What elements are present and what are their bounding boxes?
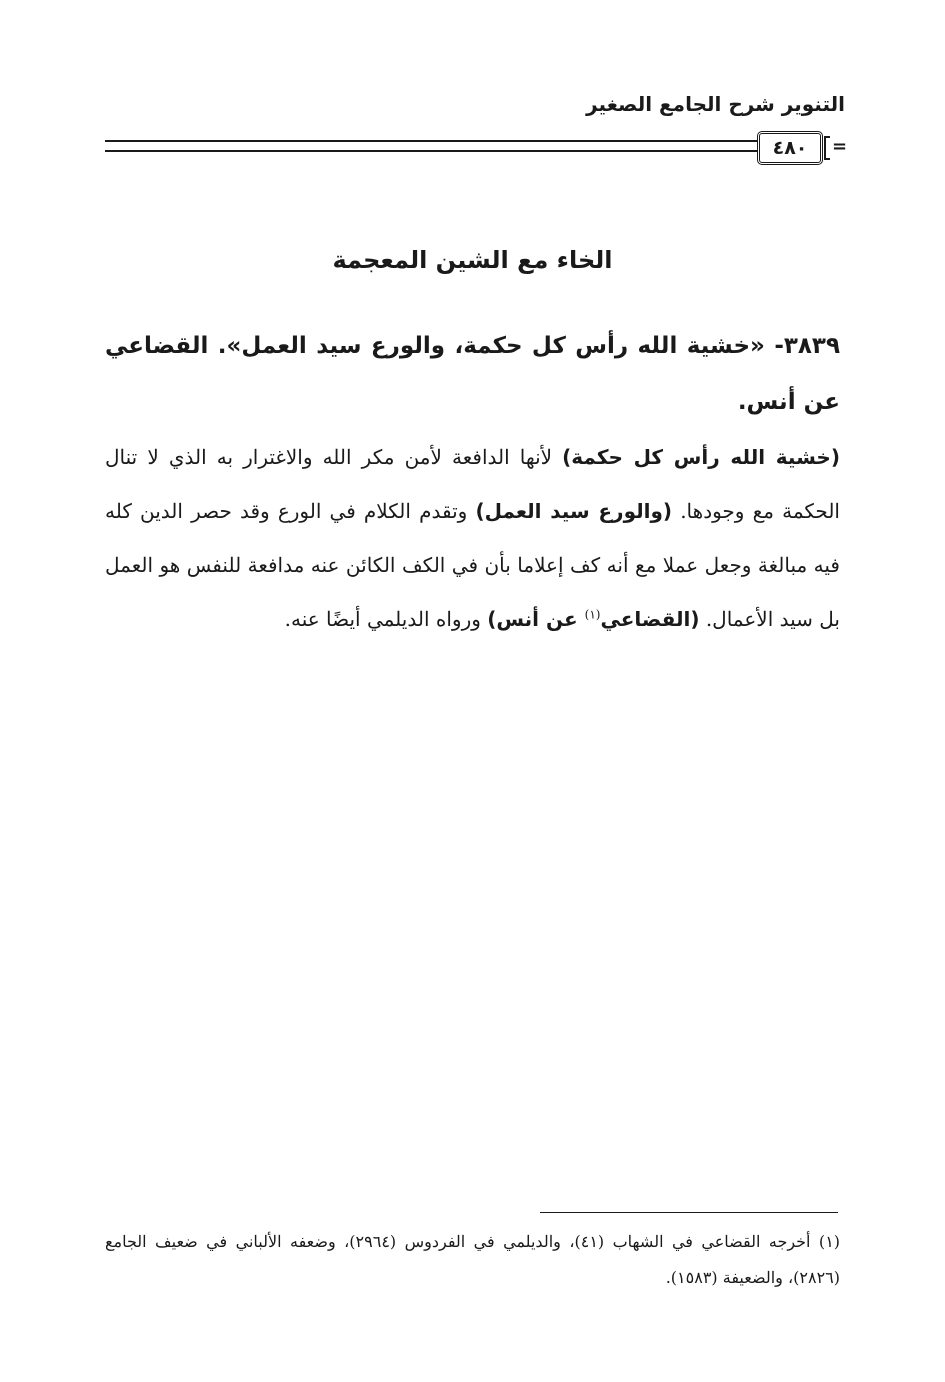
page-number: ٤٨٠ (757, 131, 823, 165)
commentary-text: لأنها الدافعة لأمن مكر الله والاغترار به الذي لا تنال الحكمة مع وجودها. (105, 445, 840, 523)
hadith-text: «خشية الله رأس كل حكمة، والورع سيد العمل». القضاعي عن أنس. (105, 333, 840, 415)
quoted-phrase: (القضاعي (600, 607, 700, 631)
quoted-phrase: (والورع سيد العمل) (475, 499, 673, 523)
quoted-phrase: عن أنس) (487, 607, 585, 631)
page-number-bracket (824, 136, 830, 160)
running-header-title: التنوير شرح الجامع الصغير (586, 92, 845, 116)
commentary-text: وتقدم الكلام في الورع وقد حصر الدين كله فيه مبالغة وجعل عملا مع أنه كف إعلاما بأن في الكف الكائن عنه مدافعة للنفس هو العمل بل سيد الأعمال. (105, 499, 840, 631)
header-ornament: = (832, 136, 848, 157)
commentary-paragraph (105, 430, 840, 646)
hadith-entry (105, 318, 840, 430)
section-heading: الخاء مع الشين المعجمة (332, 246, 613, 274)
main-text (105, 318, 840, 646)
hadith-number: ٣٨٣٩- (774, 333, 841, 359)
footnote-separator (540, 1212, 838, 1213)
footnote-reference[interactable]: (١) (584, 607, 601, 622)
commentary-text: ورواه الديلمي أيضًا عنه. (284, 607, 488, 631)
header-double-rule (105, 140, 757, 152)
footnote: (١) أخرجه القضاعي في الشهاب (٤١)، والديلمي في الفردوس (٢٩٦٤)، وضعفه الألباني في ضعيف الجامع (٢٨٢٦)، والضعيفة (١٥٨٣). (105, 1232, 841, 1287)
quoted-phrase: (خشية الله رأس كل حكمة) (562, 445, 840, 469)
